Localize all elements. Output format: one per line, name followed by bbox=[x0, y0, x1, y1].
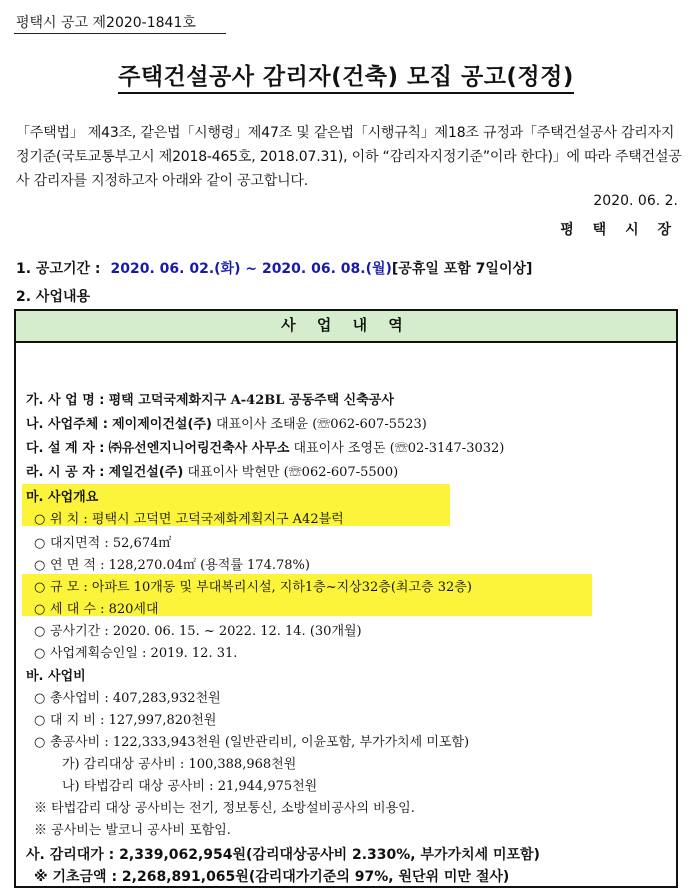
item-project-name-value: 평택 고덕국제화지구 A-42BL 공동주택 신축공사 bbox=[108, 393, 394, 408]
notice-period-note: [공휴일 포함 7일이상] bbox=[391, 261, 533, 277]
section-notice-period bbox=[16, 258, 532, 278]
notice-period-dates: 2020. 06. 02.(화) ~ 2020. 06. 08.(월) bbox=[110, 261, 392, 277]
cost-supervised bbox=[62, 753, 296, 772]
cost-total-construction-text: 총공사비 : 122,333,943천원 (일반관리비, 이윤포함, 부가가치세 미포함) bbox=[50, 735, 470, 750]
item-business-owner-company: 제이제이건설(주) bbox=[112, 417, 212, 432]
overview-construction-period: ○ 공사기간 : 2020. 06. 15. ~ 2022. 12. 14. (30개월) bbox=[34, 624, 362, 639]
item-designer bbox=[26, 437, 504, 456]
cost-land-text: 대 지 비 : 127,997,820천원 bbox=[50, 713, 217, 728]
cost-other-supervision bbox=[62, 775, 317, 794]
section-notice-period-label: 1. 공고기간 : bbox=[16, 261, 101, 277]
item-contractor-rest: 대표이사 박현만 (☏062-607-5500) bbox=[183, 465, 399, 480]
overview-site-area-text: 대지면적 : 52,674㎡ bbox=[50, 536, 172, 551]
intro-paragraph: 「주택법」 제43조, 같은법「시행령」제47조 및 같은법「시행규칙」제18조 규정과「주택건설공사 감리자지정기준(국토교통부고시 제2018-465호, 2018.07.31), 이하 “감리자지정기준”이라 한다)」에 따라 주택건설공사 감리자를 지정하고자 아래와 같이 공고합니다. bbox=[16, 125, 682, 189]
item-contractor-label: 라. 시 공 자 : bbox=[26, 465, 105, 480]
page-title-text: 주택건설공사 감리자(건축) 모집 공고(정정) bbox=[118, 64, 574, 94]
notice-number-underline bbox=[14, 33, 226, 34]
overview-location: ○ 위 치 : 평택시 고덕면 고덕국제화계획지구 A42블럭 bbox=[34, 512, 344, 527]
cost-note-2 bbox=[34, 819, 231, 838]
item-business-owner-rest: 대표이사 조태윤 (☏062-607-5523) bbox=[211, 417, 427, 432]
overview-scale-text: 규 모 : 아파트 10개동 및 부대복리시설, 지하1층~지상32층(최고층 32층) bbox=[50, 580, 472, 595]
cost-total-project-text: 총사업비 : 407,283,932천원 bbox=[50, 691, 221, 706]
overview-approval-date-text: 사업계획승인일 : 2019. 12. 31. bbox=[50, 646, 238, 661]
page-title bbox=[0, 58, 692, 91]
cost-heading-text: 바. 사업비 bbox=[26, 669, 86, 684]
item-contractor bbox=[26, 461, 398, 480]
overview-scale: ○ 규 모 : 아파트 10개동 및 부대복리시설, 지하1층~지상32층(최고층 32층) bbox=[34, 580, 472, 595]
base-amount-text: ※ 기초금액 : 2,268,891,065원(감리대가기준의 97%, 원단위 미만 절사) bbox=[34, 869, 510, 885]
notice-date: 2020. 06. 2. bbox=[593, 193, 678, 209]
notice-number: 평택시 공고 제2020-1841호 bbox=[16, 15, 196, 31]
base-amount bbox=[34, 866, 509, 886]
cost-supervised-text: 가) 감리대상 공사비 : 100,388,968천원 bbox=[62, 757, 297, 772]
overview-households-text: 세 대 수 : 820세대 bbox=[50, 602, 159, 617]
overview-heading bbox=[26, 486, 98, 505]
cost-total-construction: ○ 총공사비 : 122,333,943천원 (일반관리비, 이윤포함, 부가가치세 미포함) bbox=[34, 735, 470, 750]
supervision-fee bbox=[26, 844, 540, 864]
notice-signer: 평 택 시 장 bbox=[560, 222, 678, 238]
cost-total-project: ○ 총사업비 : 407,283,932천원 bbox=[34, 691, 221, 706]
supervision-fee-text: 사. 감리대가 : 2,339,062,954원(감리대상공사비 2.330%, 부가가치세 미포함) bbox=[26, 847, 540, 863]
overview-site-area: ○ 대지면적 : 52,674㎡ bbox=[34, 536, 172, 551]
cost-note-2-text: ※ 공사비는 발코니 공사비 포함임. bbox=[34, 823, 231, 838]
item-business-owner-label: 나. 사업주체 : bbox=[26, 417, 108, 432]
overview-floor-area: ○ 연 면 적 : 128,270.04㎡ (용적률 174.78%) bbox=[34, 558, 310, 573]
cost-heading bbox=[26, 665, 86, 684]
item-designer-label: 다. 설 계 자 : bbox=[26, 441, 105, 456]
cost-other-supervision-text: 나) 타법감리 대상 공사비 : 21,944,975천원 bbox=[62, 779, 318, 794]
item-designer-company: ㈜유선엔지니어링건축사 사무소 bbox=[108, 441, 290, 456]
overview-construction-period-text: 공사기간 : 2020. 06. 15. ~ 2022. 12. 14. (30개월) bbox=[50, 624, 362, 639]
cost-note-1 bbox=[34, 797, 415, 816]
item-contractor-company: 제일건설(주) bbox=[108, 465, 184, 480]
business-details-box bbox=[14, 309, 678, 888]
item-designer-rest: 대표이사 조영돈 (☏02-3147-3032) bbox=[289, 441, 505, 456]
overview-floor-area-text: 연 면 적 : 128,270.04㎡ (용적률 174.78%) bbox=[50, 558, 310, 573]
overview-heading-text: 마. 사업개요 bbox=[26, 490, 99, 505]
cost-land: ○ 대 지 비 : 127,997,820천원 bbox=[34, 713, 217, 728]
item-project-name bbox=[26, 389, 394, 408]
item-project-name-label: 가. 사 업 명 : bbox=[26, 393, 105, 408]
section-business-content: 2. 사업내용 bbox=[16, 289, 91, 305]
item-business-owner bbox=[26, 413, 427, 432]
business-details-header: 사 업 내 역 bbox=[16, 311, 676, 343]
overview-households: ○ 세 대 수 : 820세대 bbox=[34, 602, 159, 617]
overview-location-text: 위 치 : 평택시 고덕면 고덕국제화계획지구 A42블럭 bbox=[50, 512, 344, 527]
overview-approval-date: ○ 사업계획승인일 : 2019. 12. 31. bbox=[34, 646, 238, 661]
cost-note-1-text: ※ 타법감리 대상 공사비는 전기, 정보통신, 소방설비공사의 비용임. bbox=[34, 801, 415, 816]
